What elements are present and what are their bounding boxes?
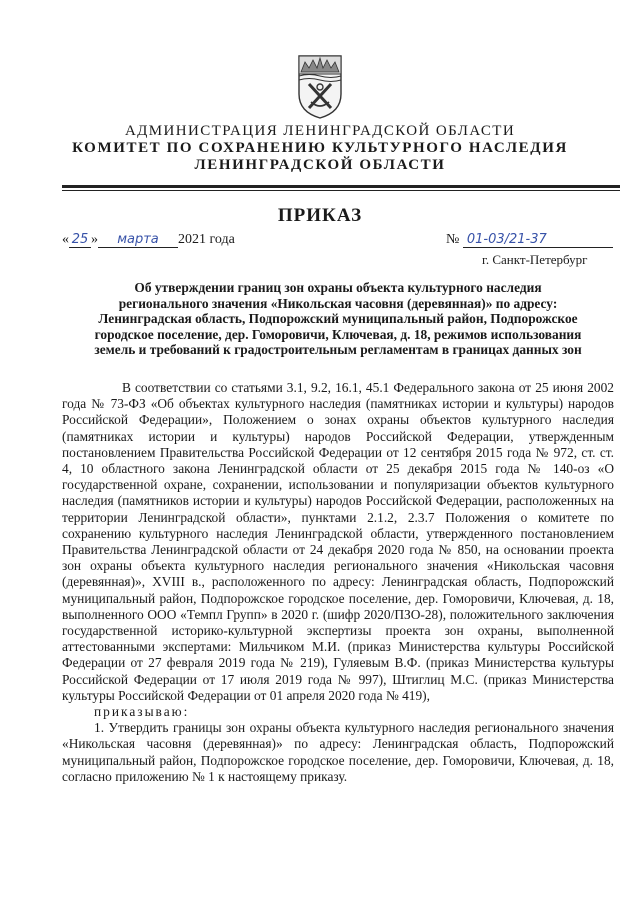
- org-committee: КОМИТЕТ ПО СОХРАНЕНИЮ КУЛЬТУРНОГО НАСЛЕДИЯ: [72, 140, 568, 156]
- subject-line: Об утверждении границ зон охраны объекта культурного наследия: [134, 280, 542, 295]
- order-word: приказываю:: [94, 704, 190, 720]
- document-subject: [64, 280, 612, 358]
- subject-line: регионального значения «Никольская часовня (деревянная)» по адресу:: [118, 295, 558, 311]
- date-day: 25: [69, 232, 91, 248]
- date-month: марта: [98, 232, 178, 248]
- header-rule-thin: [62, 190, 620, 191]
- document-date: [62, 232, 235, 248]
- date-open-quote: «: [62, 232, 69, 247]
- header-rule-thick: [62, 185, 620, 188]
- org-region: ЛЕНИНГРАДСКОЙ ОБЛАСТИ: [194, 157, 446, 173]
- document-title: ПРИКАЗ: [277, 205, 363, 226]
- coat-of-arms-icon: [297, 54, 343, 120]
- document-number: [446, 232, 613, 248]
- number-sign: №: [446, 232, 460, 247]
- document-body: [62, 380, 614, 785]
- date-close-quote: »: [91, 232, 98, 247]
- number-value: 01-03/21-37: [463, 232, 613, 248]
- subject-line: земель и требований к градостроительным регламентам в границах данных зон: [94, 342, 582, 357]
- order-item-1: 1. Утвердить границы зон охраны объекта культурного наследия регионального значения «Никольская часовня (деревянная)» по адресу: Ленинградская область, Подпорожский муниципальный район, Подпорожское городское поселение, дер. Гоморовичи, Ключевая, д. 18, согласно приложению № 1 к настоящему приказу.: [62, 720, 614, 784]
- subject-line: Ленинградская область, Подпорожский муниципальный район, Подпорожское: [98, 311, 578, 326]
- subject-line: городское поселение, дер. Гоморовичи, Ключевая, д. 18, режимов использования: [94, 326, 582, 342]
- date-year: 2021 года: [178, 232, 235, 247]
- org-administration: АДМИНИСТРАЦИЯ ЛЕНИНГРАДСКОЙ ОБЛАСТИ: [124, 123, 516, 139]
- preamble-paragraph: В соответствии со статьями 3.1, 9.2, 16.1, 45.1 Федерального закона от 25 июня 2002 года № 73-ФЗ «Об объектах культурного наследия (памятниках истории и культуры) народов Российской Федерации», Положением о зонах охраны объектов культурного наследия (памятниках истории и культуры) народов Российской Федерации, утвержденным постановлением Правительства Российской Федерации от 12 сентября 2015 года № 972, ст. ст. 4, 10 областного закона Ленинградской области от 25 декабря 2015 года № 140-оз «О государственной охране, сохранении, использовании и популяризации объектов культурного наследия (памятников истории и культуры) народов Российской Федерации, расположенных на территории Ленинградской области», пунктами 2.1.2, 2.3.7 Положения о комитете по сохранению культурного наследия Ленинградской области, утвержденного постановлением Правительства Ленинградской области от 24 декабря 2020 года № 850, на основании проекта зон охраны объекта культурного наследия регионального значения «Никольская часовня (деревянная)», XVIII в., расположенного по адресу: Ленинградская область, Подпорожский муниципальный район, Подпорожское городское поселение, дер. Гоморовичи, Ключевая, д. 18, выполненного ООО «Темпл Групп» в 2020 г. (шифр 2020/ПЗО-28), положительного заключения государственной историко-культурной экспертизы проекта зон охраны, выполненной аттестованными экспертами: Мильчиком М.И. (приказ Министерства культуры Российской Федерации от 27 февраля 2019 года № 219), Гуляевым В.Ф. (приказ Министерства культуры Российской Федерации от 17 июля 2019 года № 997), Штиглиц М.С. (приказ Министерства культуры Российской Федерации от 01 апреля 2020 года № 419),: [62, 380, 614, 703]
- document-city: г. Санкт-Петербург: [482, 252, 588, 267]
